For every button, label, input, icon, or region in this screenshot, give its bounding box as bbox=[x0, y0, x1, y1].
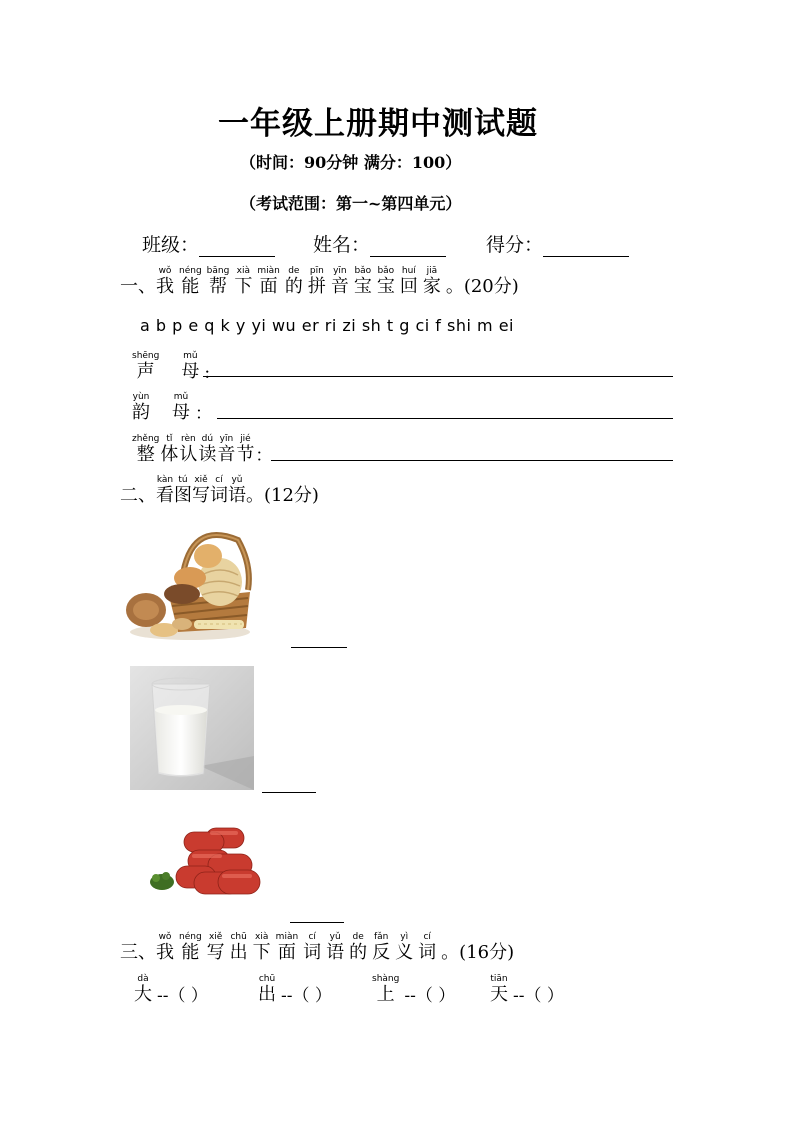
section2-points: 。(12分) bbox=[246, 485, 319, 506]
bread-basket-image bbox=[120, 520, 260, 645]
section1-word: de 的 bbox=[284, 266, 303, 297]
section2-word: xiě 写 bbox=[192, 475, 210, 506]
section1-word: bǎo 宝 bbox=[353, 266, 372, 297]
section3-word: néng 能 bbox=[179, 932, 202, 963]
section2-heading bbox=[120, 475, 319, 507]
bread-answer-line[interactable] bbox=[291, 647, 347, 648]
name-field bbox=[313, 230, 446, 257]
section1-points: 。(20分) bbox=[445, 276, 519, 297]
score-blank[interactable] bbox=[543, 236, 629, 257]
section3-word: chū 出 bbox=[229, 932, 248, 963]
section3-word: miàn 面 bbox=[275, 932, 299, 963]
section1-word: bǎo 宝 bbox=[376, 266, 395, 297]
antonym-out-blank[interactable]: --（ ） bbox=[281, 986, 332, 1006]
exam-scope: （考试范围：第一~第四单元） bbox=[240, 194, 462, 213]
finals-answer-line[interactable] bbox=[217, 418, 673, 419]
milk-glass-image bbox=[130, 666, 254, 790]
antonym-big: dà 大 --（ ） bbox=[134, 974, 208, 1006]
letters-list: a b p e q k y yi wu er ri zi sh t g ci f shi m ei bbox=[140, 316, 514, 335]
section1-word: wǒ 我 bbox=[156, 266, 174, 297]
antonym-up: shàng 上 --（ ） bbox=[372, 974, 456, 1006]
name-label: 姓名： bbox=[313, 234, 371, 256]
section1-word: pīn 拼 bbox=[307, 266, 326, 297]
section1-word: néng 能 bbox=[179, 266, 202, 297]
initials-label: shēng 声 mǔ 母 : bbox=[132, 351, 211, 383]
section3-word: wǒ 我 bbox=[156, 932, 174, 963]
antonym-up-blank[interactable]: --（ ） bbox=[404, 986, 456, 1006]
antonym-out: chū 出 --（ ） bbox=[258, 974, 332, 1006]
section3-word: fǎn 反 bbox=[372, 932, 391, 963]
section2-word: tú 图 bbox=[174, 475, 192, 506]
section1-heading bbox=[120, 266, 519, 298]
section3-word: cí 词 bbox=[303, 932, 322, 963]
antonym-sky: tiān 天 --（ ） bbox=[490, 974, 564, 1006]
section2-number: 二、 bbox=[120, 485, 156, 506]
section3-word: xià 下 bbox=[252, 932, 271, 963]
whole-syllables-label: zhěng 整 tǐ 体 rèn 认 dú 读 yīn 音 jié 节 ： bbox=[132, 434, 273, 466]
section2-word: kàn 看 bbox=[156, 475, 174, 506]
class-label: 班级： bbox=[142, 234, 200, 256]
page-title: 一年级上册期中测试题 bbox=[218, 106, 538, 142]
section2-word: cí 词 bbox=[210, 475, 228, 506]
class-blank[interactable] bbox=[199, 236, 275, 257]
section1-word: bāng 帮 bbox=[206, 266, 230, 297]
section1-word: miàn 面 bbox=[257, 266, 280, 297]
section2-word: yǔ 语 bbox=[228, 475, 246, 506]
class-field bbox=[142, 230, 275, 257]
section3-word: yì 义 bbox=[395, 932, 414, 963]
section3-word: xiě 写 bbox=[206, 932, 225, 963]
initials-row bbox=[132, 351, 210, 383]
section1-word: xià 下 bbox=[234, 266, 253, 297]
section1-number: 一、 bbox=[120, 276, 156, 297]
time-info: （时间：90分钟 满分：100） bbox=[240, 153, 462, 172]
section3-word: de 的 bbox=[349, 932, 368, 963]
sausages-image bbox=[148, 820, 266, 900]
section1-word: jiā 家 bbox=[422, 266, 441, 297]
initials-answer-line[interactable] bbox=[203, 376, 673, 377]
section3-heading bbox=[120, 932, 514, 964]
section3-points: 。(16分) bbox=[441, 942, 515, 963]
whole-syllables-answer-line[interactable] bbox=[271, 460, 673, 461]
section1-word: huí 回 bbox=[399, 266, 418, 297]
section1-word: yīn 音 bbox=[330, 266, 349, 297]
section3-number: 三、 bbox=[120, 942, 156, 963]
whole-syllables-row bbox=[132, 434, 272, 466]
sausage-answer-line[interactable] bbox=[290, 922, 344, 923]
milk-answer-line[interactable] bbox=[262, 792, 316, 793]
name-blank[interactable] bbox=[370, 236, 446, 257]
finals-row bbox=[132, 392, 212, 424]
section3-word: yǔ 语 bbox=[326, 932, 345, 963]
finals-label: yùn 韵 mǔ 母 ： bbox=[132, 392, 212, 424]
score-label: 得分： bbox=[486, 234, 544, 256]
score-field bbox=[486, 230, 629, 257]
antonym-big-blank[interactable]: --（ ） bbox=[157, 986, 208, 1006]
section3-word: cí 词 bbox=[418, 932, 437, 963]
antonym-sky-blank[interactable]: --（ ） bbox=[513, 986, 564, 1006]
